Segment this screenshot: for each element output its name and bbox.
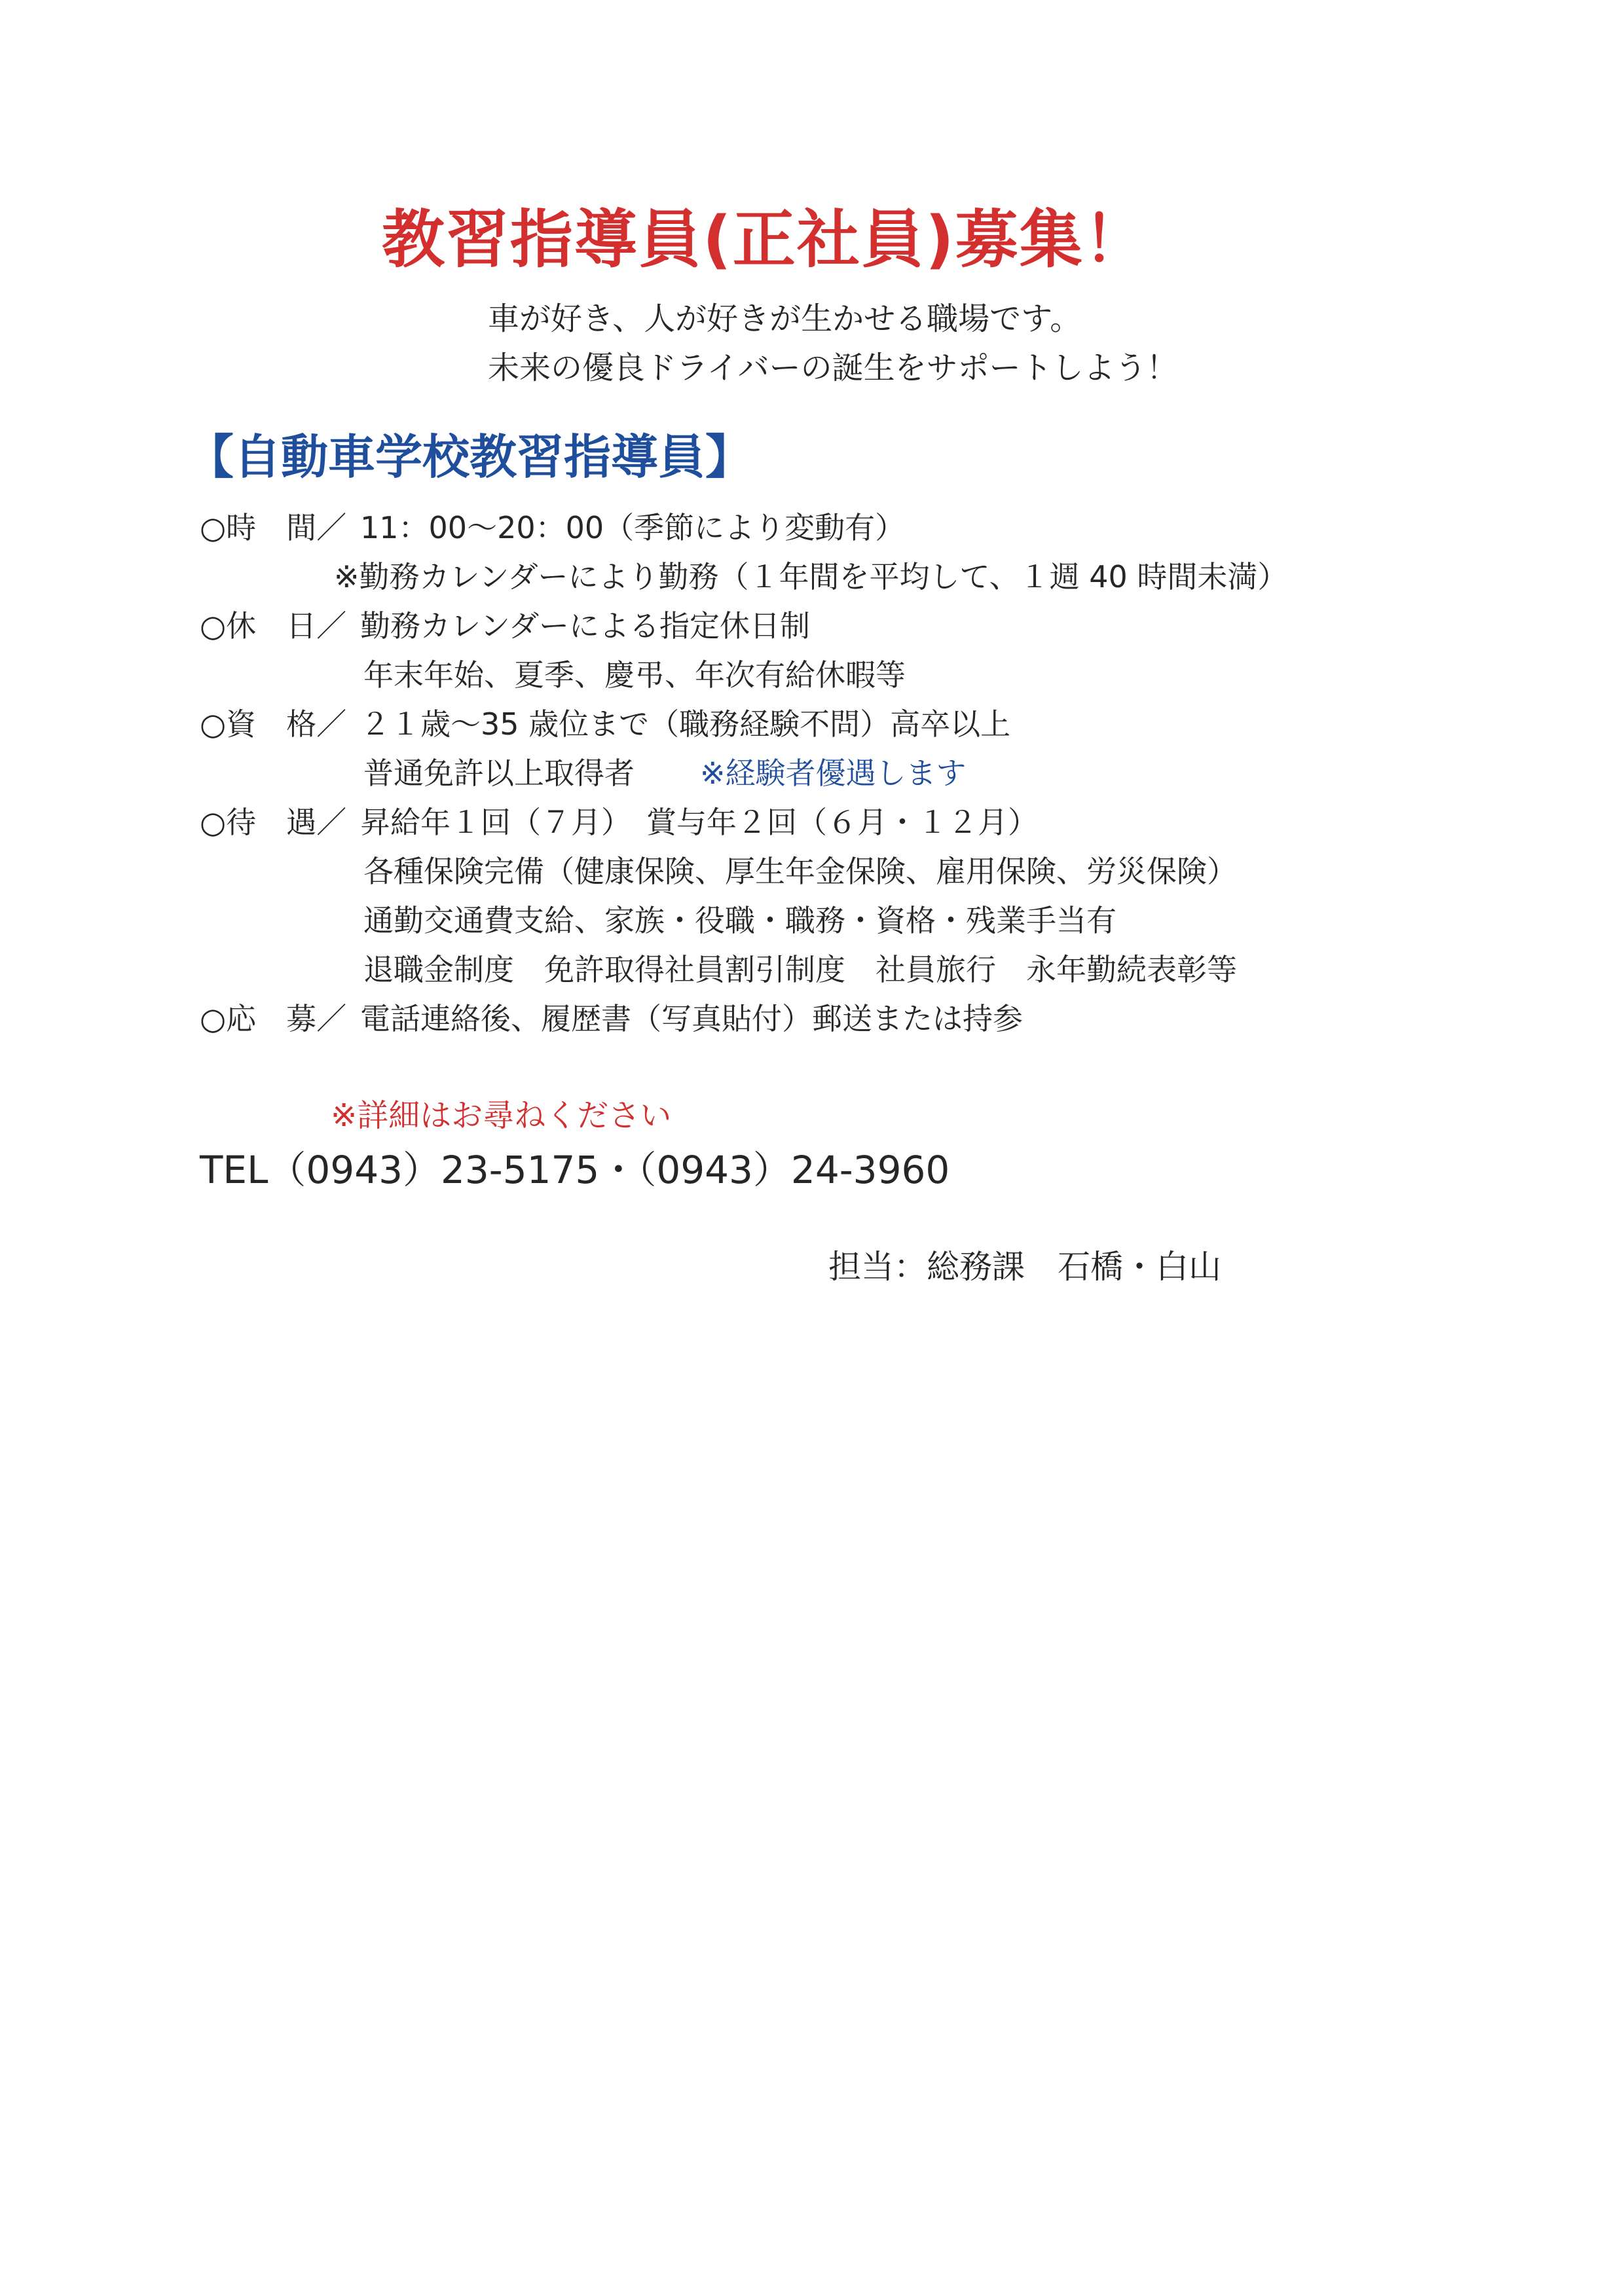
- inquiry-note: ※詳細はお尋ねください: [331, 1097, 672, 1134]
- hours-value: 11：00～20：00（季節により変動有）: [360, 510, 906, 545]
- holidays-row: [200, 602, 810, 646]
- holidays-label: ○休 日／: [200, 608, 347, 644]
- contact-person: 担当：総務課 石橋・白山: [828, 1248, 1221, 1286]
- application-label: ○応 募／: [200, 1001, 347, 1036]
- qualifications-label: ○資 格／: [200, 706, 347, 742]
- hours-label: ○時 間／: [200, 510, 347, 545]
- application-value: 電話連絡後、履歴書（写真貼付）郵送または持参: [360, 1001, 1023, 1036]
- holidays-extra: 年末年始、夏季、慶弔、年次有給休暇等: [363, 657, 906, 693]
- qualifications-row: [200, 701, 1010, 744]
- treatment-extra-3: 退職金制度 免許取得社員割引制度 社員旅行 永年勤続表彰等: [363, 952, 1237, 987]
- treatment-extra-1: 各種保険完備（健康保険、厚生年金保険、雇用保険、労災保険）: [363, 854, 1237, 889]
- phone-numbers: TEL（0943）23-5175・（0943）24-3960: [200, 1148, 950, 1192]
- hours-row: [200, 504, 905, 547]
- treatment-label: ○待 遇／: [200, 805, 347, 840]
- page-title: 教習指導員(正社員)募集！: [382, 203, 1148, 276]
- experience-preferred-note: ※経験者優遇します: [700, 756, 967, 791]
- section-title: 【自動車学校教習指導員】: [187, 429, 753, 484]
- treatment-row: [200, 799, 1038, 842]
- qualifications-extra-row: [363, 750, 967, 793]
- treatment-extra-2: 通勤交通費支給、家族・役職・職務・資格・残業手当有: [363, 903, 1116, 938]
- qualifications-value: ２１歳～35 歳位まで（職務経験不問）高卒以上: [360, 706, 1011, 742]
- subtitle-line-2: 未来の優良ドライバーの誕生をサポートしよう！: [488, 350, 1178, 386]
- holidays-value: 勤務カレンダーによる指定休日制: [360, 608, 811, 644]
- subtitle-line-1: 車が好き、人が好きが生かせる職場です。: [488, 301, 1082, 337]
- hours-note: ※勤務カレンダーにより勤務（１年間を平均して、１週 40 時間未満）: [334, 559, 1288, 594]
- treatment-value: 昇給年１回（７月） 賞与年２回（６月・１２月）: [360, 805, 1038, 840]
- qualifications-extra: 普通免許以上取得者: [363, 756, 635, 791]
- application-row: [200, 995, 1023, 1038]
